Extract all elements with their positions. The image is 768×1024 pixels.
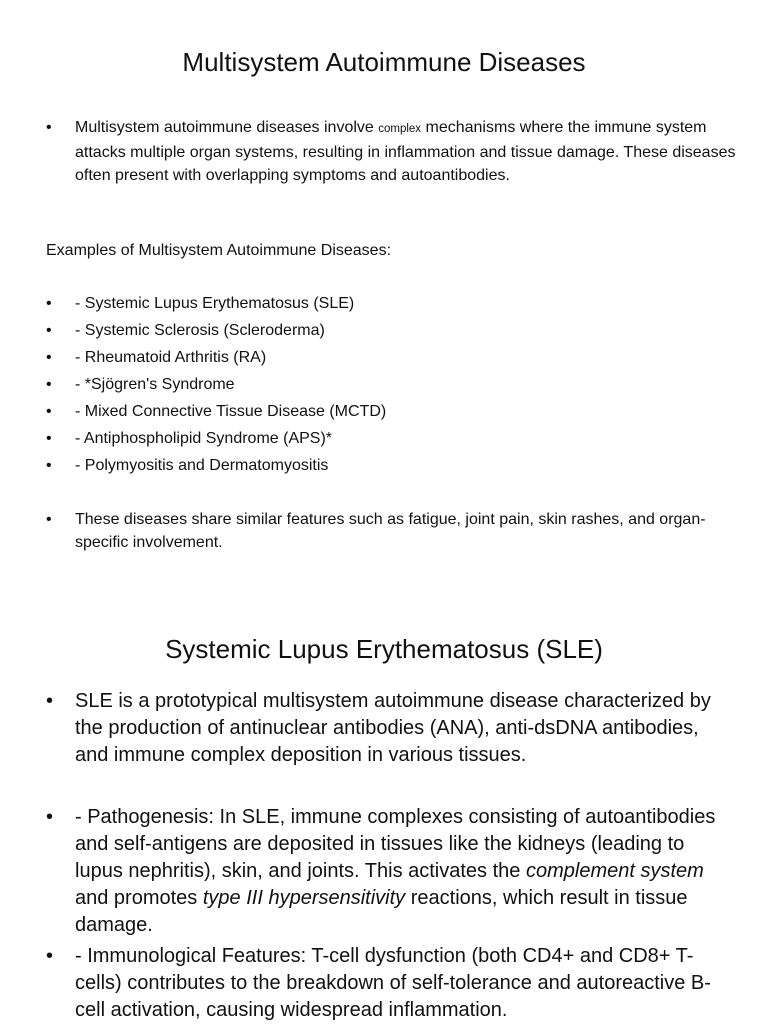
- list-item: [46, 373, 736, 396]
- sle-intro-list: [46, 688, 736, 769]
- bullet-icon: •: [46, 403, 52, 420]
- section-title-sle: Systemic Lupus Erythematosus (SLE): [165, 634, 603, 664]
- shared-features-list: [46, 508, 736, 554]
- emphasis-hypersensitivity: type III hypersensitivity: [202, 887, 406, 909]
- intro-text: Multisystem autoimmune diseases involve complex mechanisms where the immune system attacks multiple organ systems, resulting in inflammation and tissue damage. These diseases often present with overlapping symptoms and autoantibodies.: [75, 119, 736, 184]
- list-item: [46, 454, 736, 477]
- example-aps: - Antiphospholipid Syndrome (APS)*: [75, 430, 333, 447]
- bullet-icon: •: [46, 806, 54, 828]
- example-ra: - Rheumatoid Arthritis (RA): [75, 349, 267, 366]
- example-mctd: - Mixed Connective Tissue Disease (MCTD): [75, 403, 387, 420]
- examples-list: [46, 292, 736, 477]
- bullet-icon: •: [46, 295, 52, 312]
- intro-list: [46, 116, 736, 187]
- bullet-icon: •: [46, 322, 52, 339]
- list-item: [46, 319, 736, 342]
- list-item: [46, 400, 736, 423]
- sle-intro-text: SLE is a prototypical multisystem autoimmune disease characterized by the production of antinuclear antibodies (ANA), anti-dsDNA antibodies, and immune complex deposition in various tissues.: [75, 690, 711, 766]
- bullet-icon: •: [46, 119, 52, 136]
- list-item: [46, 943, 736, 1024]
- sle-details-list: [46, 804, 736, 1024]
- bullet-icon: •: [46, 511, 52, 528]
- examples-heading: Examples of Multisystem Autoimmune Diseases:: [46, 242, 392, 259]
- emphasis-complement: complement system: [525, 860, 704, 882]
- bullet-icon: •: [46, 945, 54, 967]
- pathogenesis-text: - Pathogenesis: In SLE, immune complexes consisting of autoantibodies and self-antigens are deposited in tissues like the kidneys (leading to lupus nephritis), skin, and joints. This activates the complement system and promotes type III hypersensitivity reactions, which result in tissue damage.: [75, 806, 716, 936]
- bullet-icon: •: [46, 457, 52, 474]
- list-item: [46, 508, 736, 554]
- bullet-icon: •: [46, 376, 52, 393]
- immunology-text: - Immunological Features: T-cell dysfunction (both CD4+ and CD8+ T-cells) contributes to the breakdown of self-tolerance and autoreactive B-cell activation, causing widespread inflammation.: [75, 945, 711, 1021]
- example-ssc: - Systemic Sclerosis (Scleroderma): [75, 322, 325, 339]
- list-item: [46, 346, 736, 369]
- shared-features-text: These diseases share similar features such as fatigue, joint pain, skin rashes, and organ-specific involvement.: [75, 511, 706, 551]
- list-item: [46, 427, 736, 450]
- bullet-icon: •: [46, 430, 52, 447]
- list-item: [46, 292, 736, 315]
- section-title-multisystem: Multisystem Autoimmune Diseases: [182, 47, 586, 77]
- bullet-icon: •: [46, 690, 54, 712]
- small-word: complex: [378, 123, 422, 135]
- example-polymyositis: - Polymyositis and Dermatomyositis: [75, 457, 329, 474]
- example-sle: - Systemic Lupus Erythematosus (SLE): [75, 295, 355, 312]
- list-item: [46, 688, 736, 769]
- bullet-icon: •: [46, 349, 52, 366]
- example-sjogren: - *Sjögren's Syndrome: [75, 376, 235, 393]
- list-item: [46, 116, 736, 187]
- list-item: [46, 804, 736, 939]
